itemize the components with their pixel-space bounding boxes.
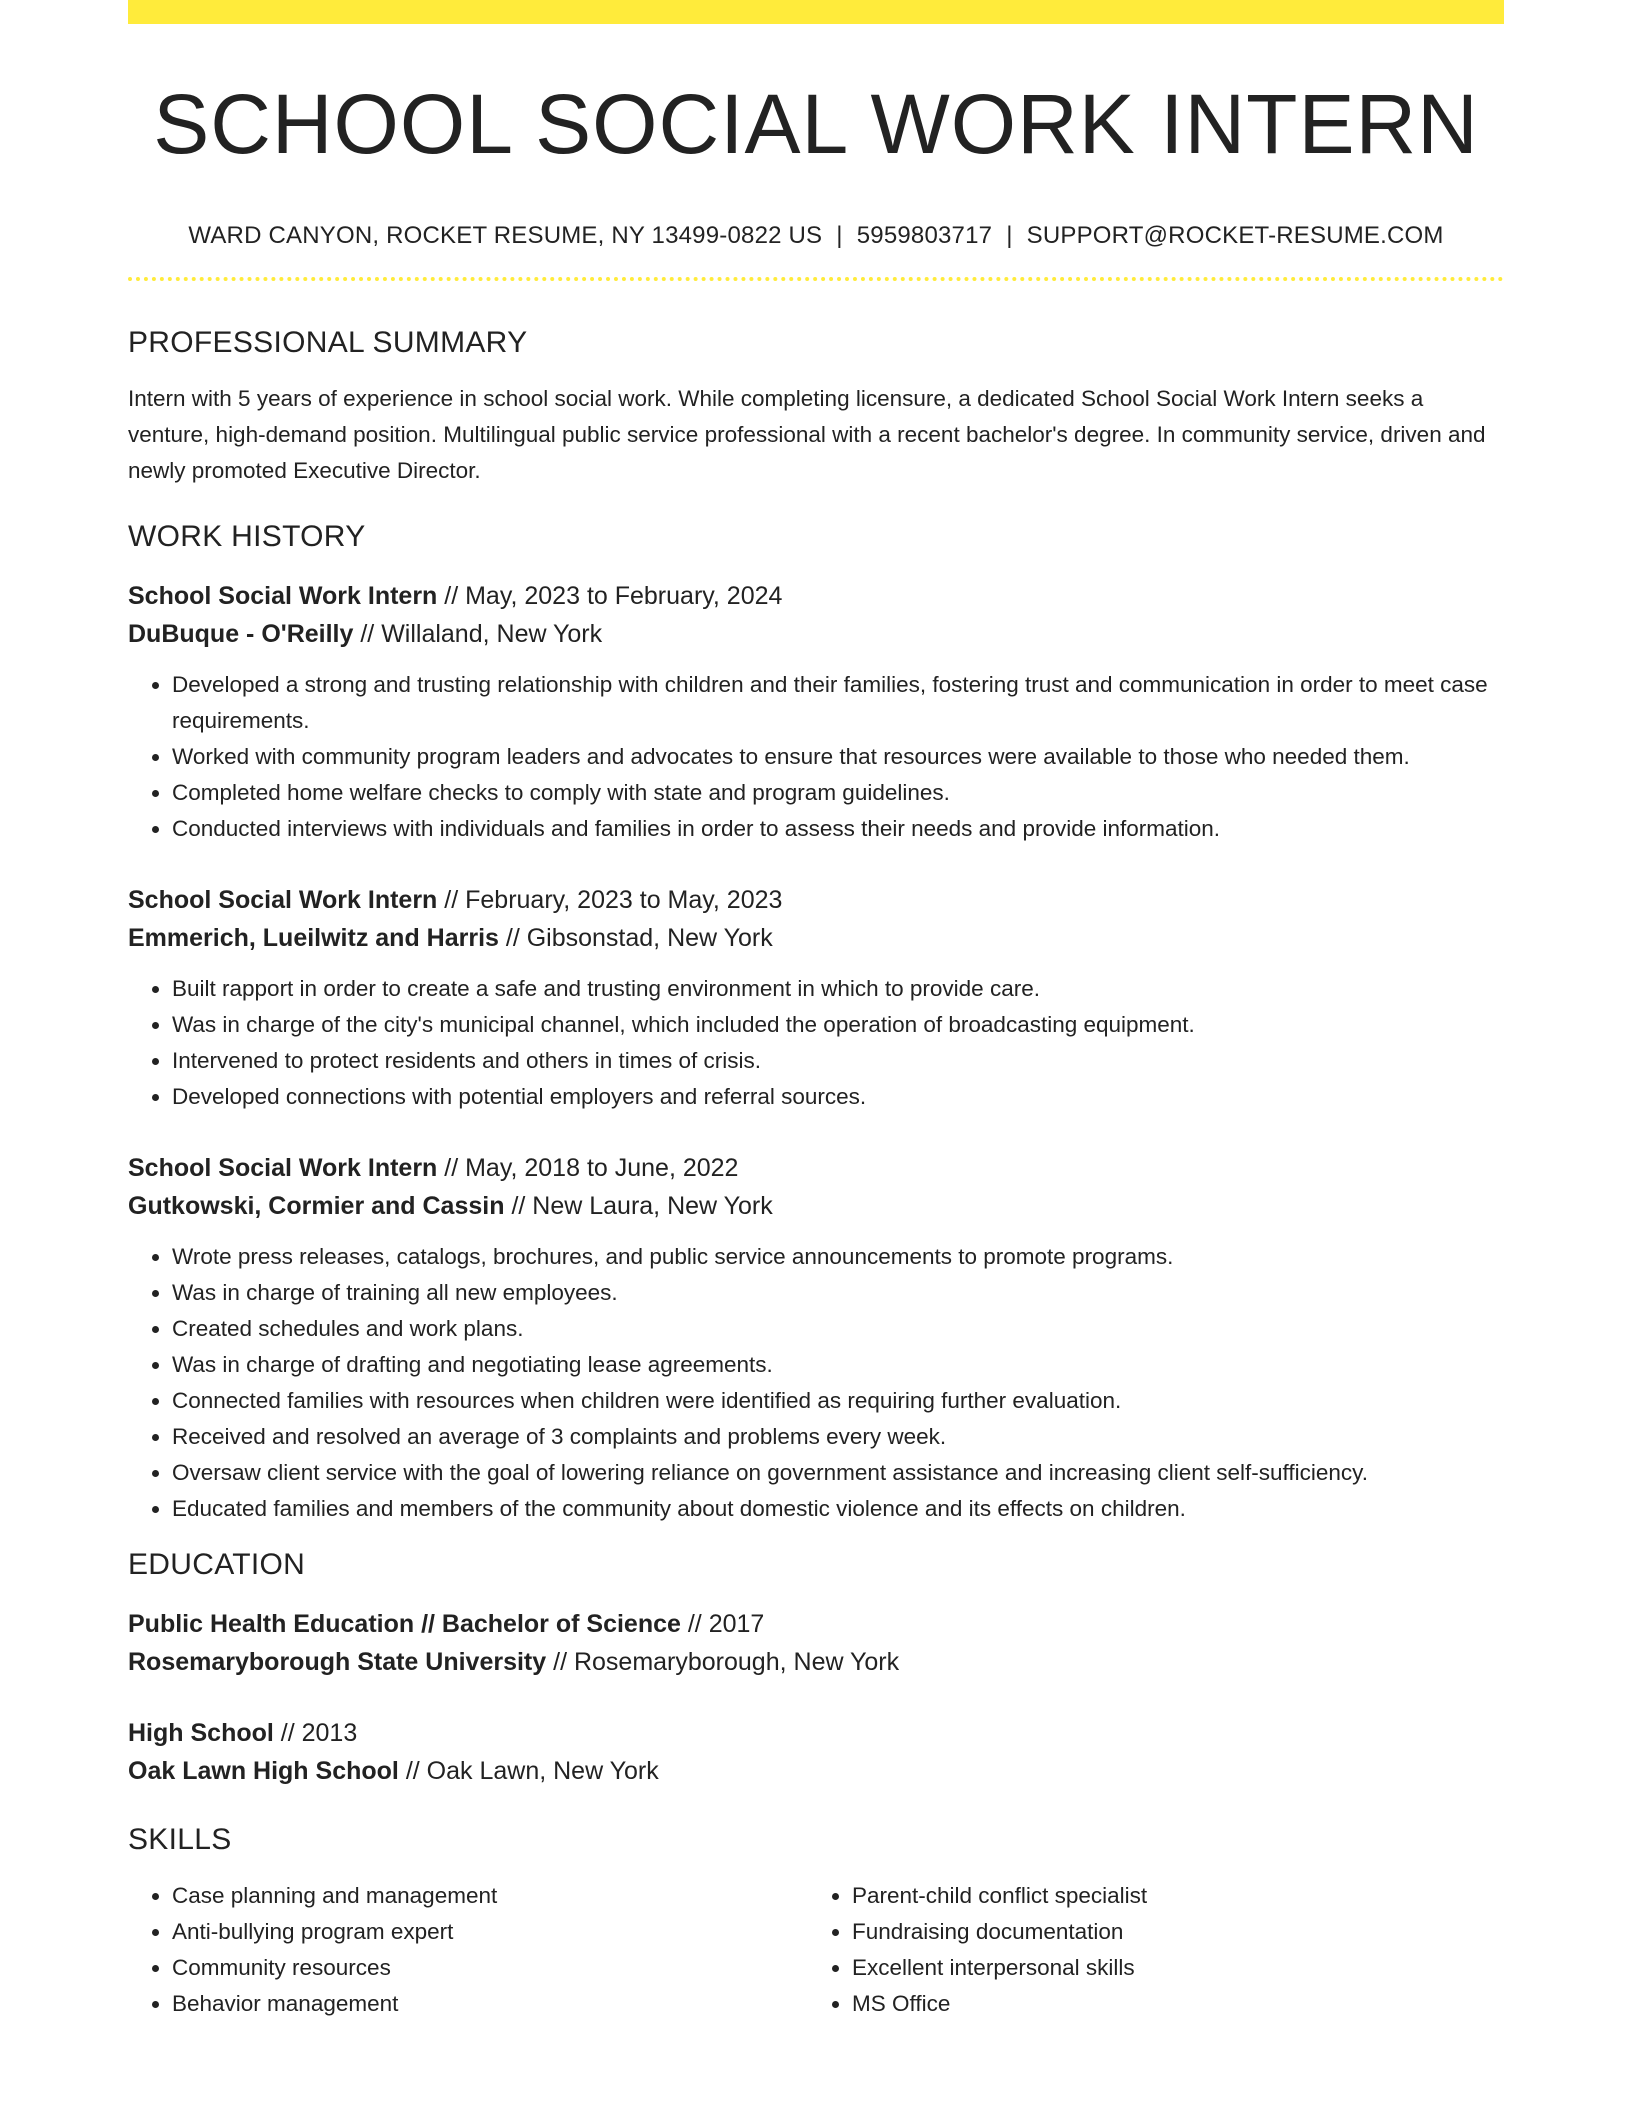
skills-list-right xyxy=(806,1878,1486,2022)
job-bullet: • Connected families with resources when children were identified as requiring further evaluation. xyxy=(172,1383,1504,1419)
contact-separator: | xyxy=(1006,222,1013,249)
education-school: Rosemaryborough State University xyxy=(128,1647,547,1676)
skill-item: • Community resources xyxy=(172,1950,806,1986)
skills-columns xyxy=(128,1878,1504,2022)
job-title-line xyxy=(128,577,1504,615)
education-list xyxy=(128,1605,1504,1790)
education-degree-line xyxy=(128,1714,1504,1752)
job-title-line xyxy=(128,1149,1504,1187)
job-role: School Social Work Intern xyxy=(128,1153,438,1182)
education-degree: Public Health Education // Bachelor of Science xyxy=(128,1609,681,1638)
skill-item: • Parent-child conflict specialist xyxy=(852,1878,1486,1914)
job-role: School Social Work Intern xyxy=(128,885,438,914)
education-degree: High School xyxy=(128,1718,274,1747)
job-title-line xyxy=(128,881,1504,919)
skills-list-left xyxy=(128,1878,806,2022)
education-year: // 2013 xyxy=(273,1718,358,1747)
job-company-line xyxy=(128,919,1504,957)
job-bullet: • Conducted interviews with individuals and families in order to assess their needs and provide information. xyxy=(172,811,1504,847)
work-history-list xyxy=(128,577,1504,1527)
skill-item: • Fundraising documentation xyxy=(852,1914,1486,1950)
job-bullet: • Completed home welfare checks to comply with state and program guidelines. xyxy=(172,775,1504,811)
job-location: // Willaland, New York xyxy=(353,619,603,648)
education-school: Oak Lawn High School xyxy=(128,1756,399,1785)
job-dates: // February, 2023 to May, 2023 xyxy=(437,885,783,914)
summary-text: Intern with 5 years of experience in school social work. While completing licensure, a dedicated School Social Work Intern seeks a venture, high-demand position. Multilingual public service professional with a recent bachelor's degree. In community service, driven and newly promoted Executive Director. xyxy=(128,385,1486,483)
skill-item: • Excellent interpersonal skills xyxy=(852,1950,1486,1986)
job-dates: // May, 2018 to June, 2022 xyxy=(437,1153,739,1182)
job-bullet: • Oversaw client service with the goal of lowering reliance on government assistance and increasing client self-sufficiency. xyxy=(172,1455,1504,1491)
job-bullet: • Was in charge of the city's municipal channel, which included the operation of broadcasting equipment. xyxy=(172,1007,1504,1043)
education-school-line xyxy=(128,1643,1504,1681)
work-history-heading: WORK HISTORY xyxy=(128,519,366,553)
job-company-line xyxy=(128,615,1504,653)
job-bullet: • Developed connections with potential employers and referral sources. xyxy=(172,1079,1504,1115)
job-bullets xyxy=(128,1239,1504,1527)
education-location: // Rosemaryborough, New York xyxy=(546,1647,900,1676)
job-company: Emmerich, Lueilwitz and Harris xyxy=(128,923,499,952)
summary-heading: PROFESSIONAL SUMMARY xyxy=(128,325,528,359)
resume-page xyxy=(128,0,1504,2022)
job-dates: // May, 2023 to February, 2024 xyxy=(437,581,783,610)
job-location: // New Laura, New York xyxy=(504,1191,773,1220)
resume-name: SCHOOL SOCIAL WORK INTERN xyxy=(153,77,1479,171)
contact-phone: 5959803717 xyxy=(856,222,993,249)
job-bullet: • Received and resolved an average of 3 complaints and problems every week. xyxy=(172,1419,1504,1455)
education-school-line xyxy=(128,1752,1504,1790)
job-bullet: • Created schedules and work plans. xyxy=(172,1311,1504,1347)
contact-email: SUPPORT@ROCKET-RESUME.COM xyxy=(1026,222,1444,249)
education-location: // Oak Lawn, New York xyxy=(398,1756,659,1785)
education-degree-line xyxy=(128,1605,1504,1643)
job-bullet: • Wrote press releases, catalogs, brochures, and public service announcements to promote programs. xyxy=(172,1239,1504,1275)
skill-item: • MS Office xyxy=(852,1986,1486,2022)
education-entry xyxy=(128,1714,1504,1790)
job-company: DuBuque - O'Reilly xyxy=(128,619,354,648)
skill-item: • Anti-bullying program expert xyxy=(172,1914,806,1950)
job-bullet: • Was in charge of training all new employees. xyxy=(172,1275,1504,1311)
job-role: School Social Work Intern xyxy=(128,581,438,610)
contact-line xyxy=(128,222,1504,251)
education-year: // 2017 xyxy=(680,1609,765,1638)
accent-top-bar xyxy=(128,0,1504,24)
job-bullets xyxy=(128,971,1504,1115)
job-location: // Gibsonstad, New York xyxy=(498,923,773,952)
job-company-line xyxy=(128,1187,1504,1225)
job-entry xyxy=(128,881,1504,1115)
job-bullet: • Developed a strong and trusting relationship with children and their families, fostering trust and communication in order to meet case requirements. xyxy=(172,667,1504,739)
job-bullet: • Built rapport in order to create a safe and trusting environment in which to provide care. xyxy=(172,971,1504,1007)
job-entry xyxy=(128,1149,1504,1527)
dotted-divider xyxy=(128,277,1504,281)
skill-item: • Behavior management xyxy=(172,1986,806,2022)
job-company: Gutkowski, Cormier and Cassin xyxy=(128,1191,505,1220)
job-bullet: • Worked with community program leaders and advocates to ensure that resources were available to those who needed them. xyxy=(172,739,1504,775)
skills-heading: SKILLS xyxy=(128,1822,232,1856)
job-bullets xyxy=(128,667,1504,847)
job-entry xyxy=(128,577,1504,847)
job-bullet: • Educated families and members of the community about domestic violence and its effects on children. xyxy=(172,1491,1504,1527)
contact-separator: | xyxy=(836,222,843,249)
contact-address: WARD CANYON, ROCKET RESUME, NY 13499-0822 US xyxy=(188,222,823,249)
job-bullet: • Was in charge of drafting and negotiating lease agreements. xyxy=(172,1347,1504,1383)
education-entry xyxy=(128,1605,1504,1681)
job-bullet: • Intervened to protect residents and others in times of crisis. xyxy=(172,1043,1504,1079)
skill-item: • Case planning and management xyxy=(172,1878,806,1914)
education-heading: EDUCATION xyxy=(128,1547,306,1581)
